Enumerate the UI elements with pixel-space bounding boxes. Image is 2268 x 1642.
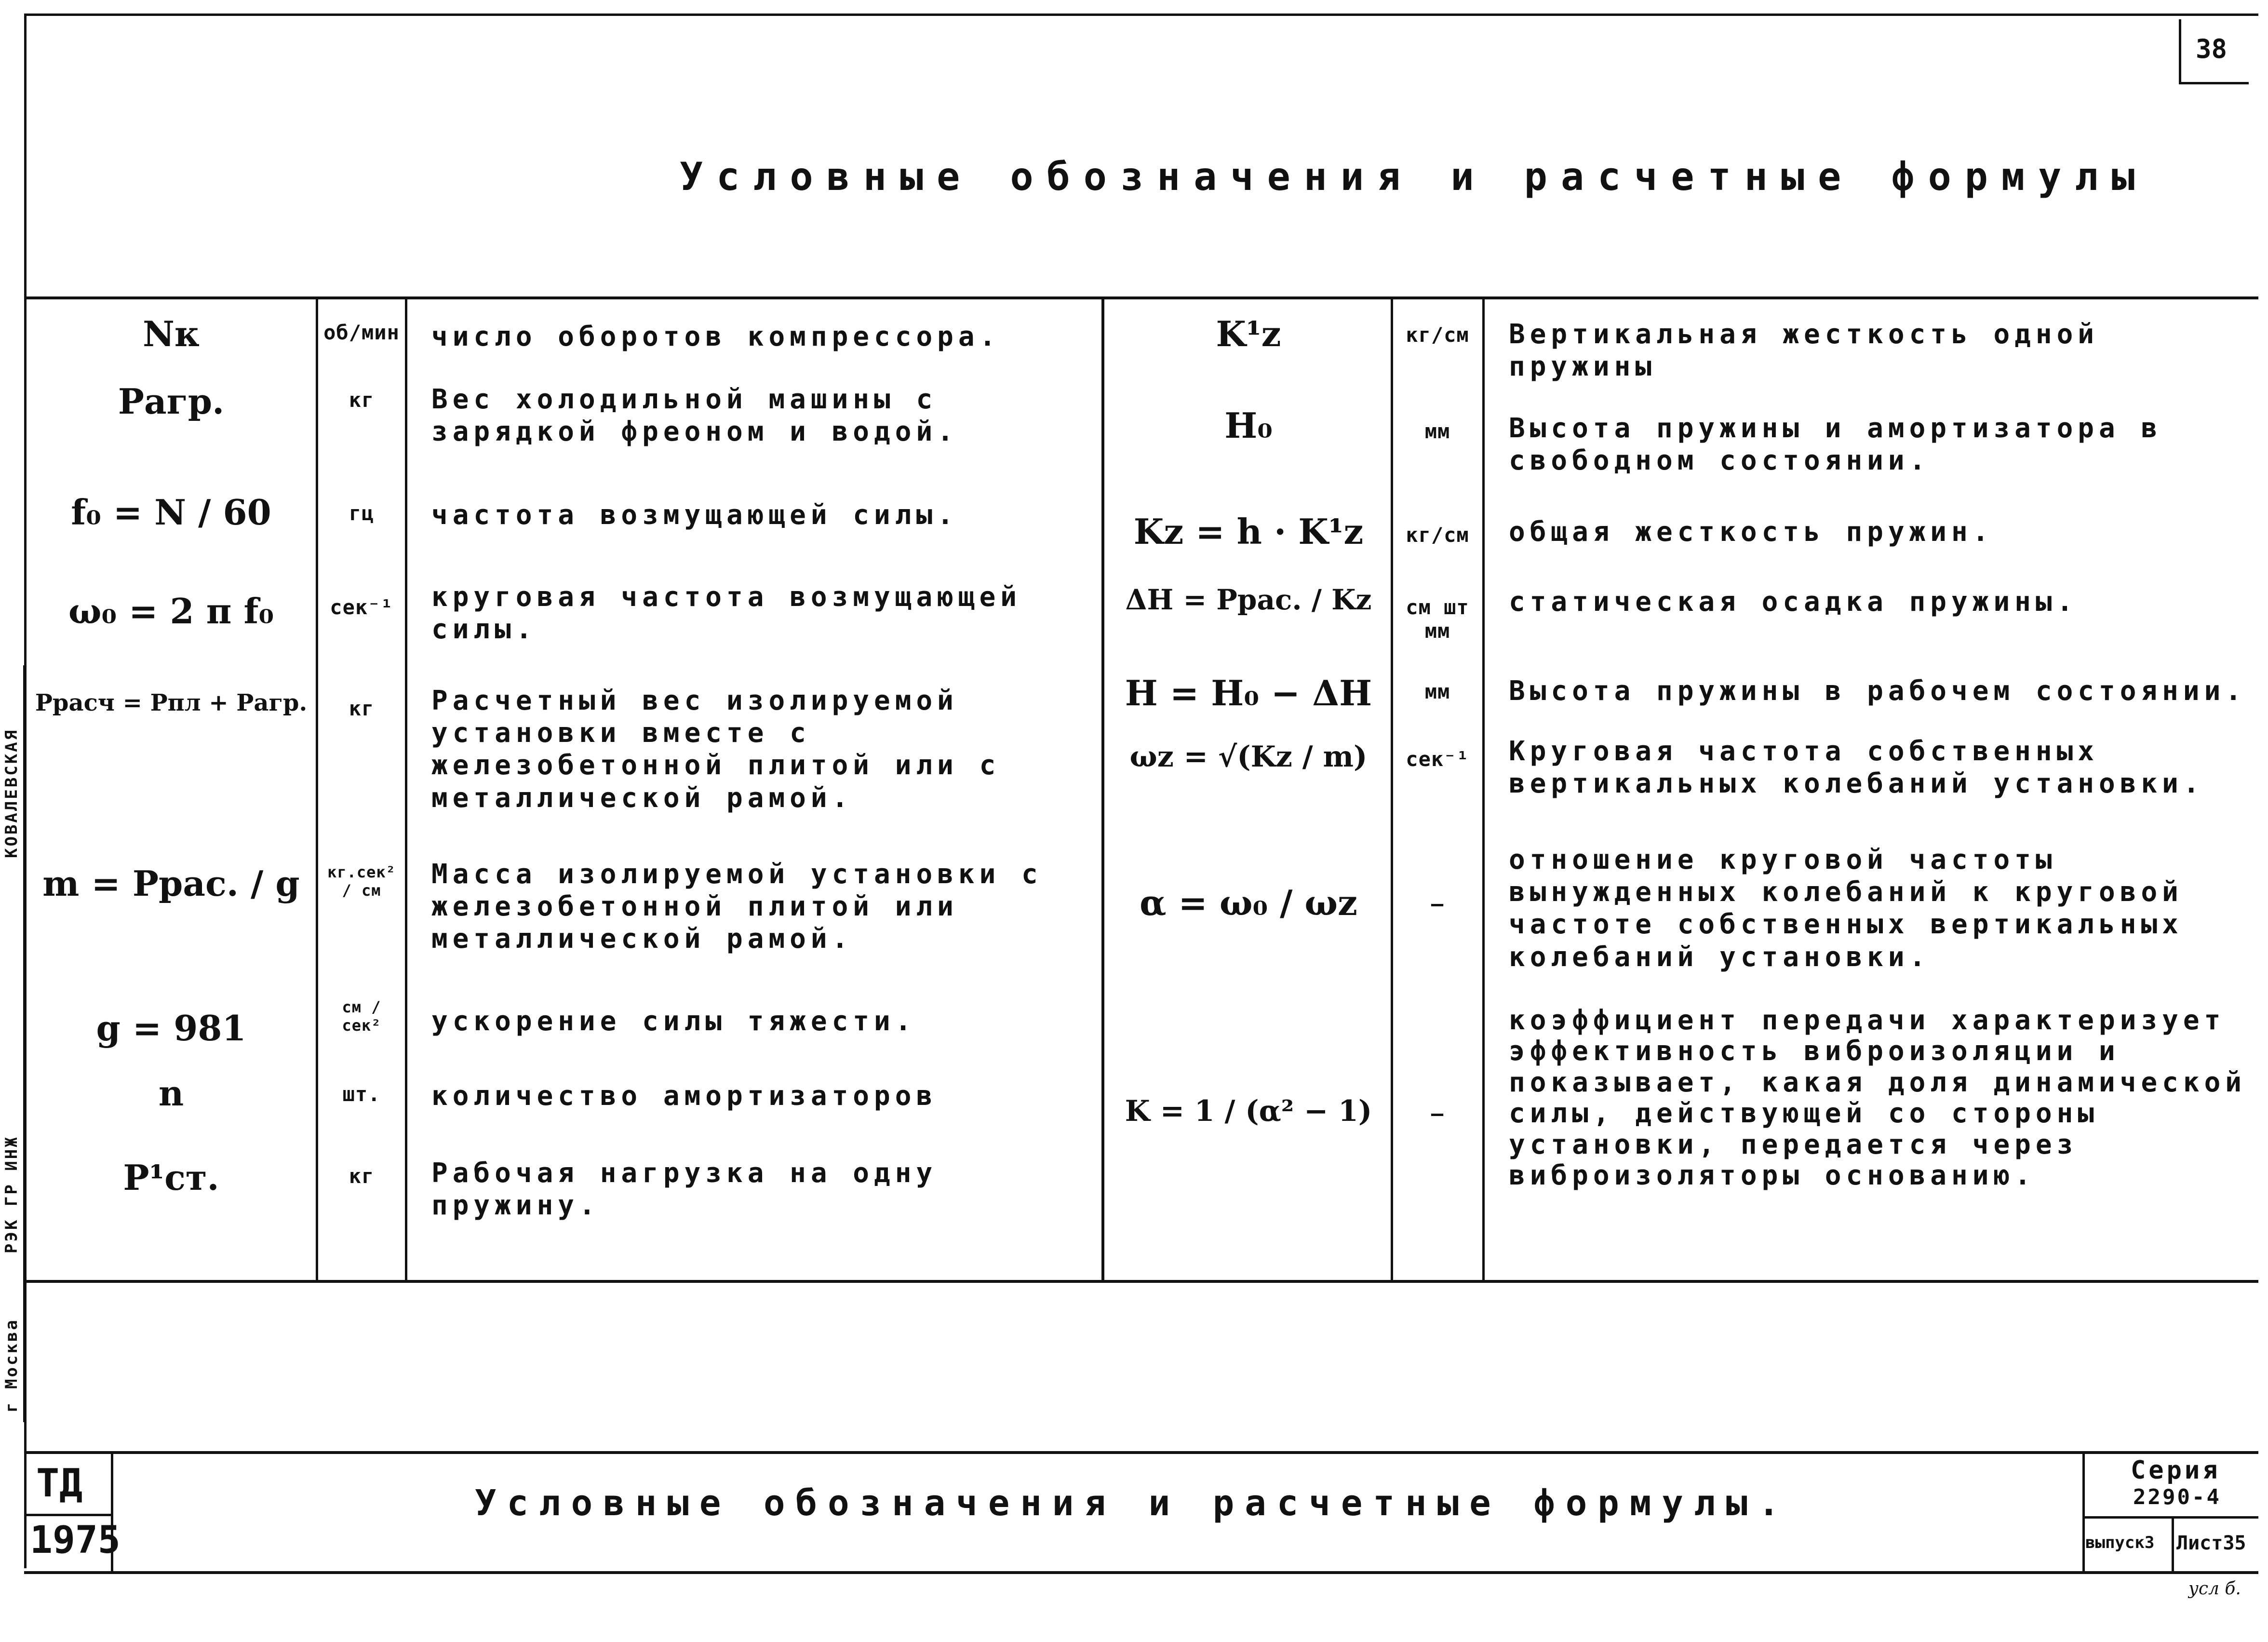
description-cell: круговая частота возмущающей силы. bbox=[431, 581, 1022, 646]
symbol-cell: ωz = √(Kz / m) bbox=[1129, 740, 1368, 774]
symbol-cell: n bbox=[158, 1073, 184, 1114]
symbol-cell: α = ω₀ / ωz bbox=[1140, 882, 1357, 923]
description-cell: частота возмущающей силы. bbox=[431, 499, 958, 531]
symbol-cell: K = 1 / (α² − 1) bbox=[1125, 1094, 1372, 1128]
symbol-cell: g = 981 bbox=[96, 1008, 246, 1049]
col-divider-2 bbox=[405, 296, 407, 1282]
title-block-divider-right bbox=[2082, 1451, 2085, 1571]
unit-cell: сек⁻¹ bbox=[1406, 747, 1469, 771]
description-cell: общая жесткость пружин. bbox=[1509, 516, 1994, 548]
doc-code: ТД bbox=[36, 1461, 83, 1506]
series-value: 2290-4 bbox=[2133, 1485, 2221, 1509]
col-divider-5 bbox=[1482, 296, 1485, 1282]
handwritten-note: усл б. bbox=[2188, 1579, 2241, 1599]
unit-cell: сек⁻¹ bbox=[330, 595, 393, 619]
unit-cell: см шт мм bbox=[1406, 595, 1469, 643]
symbol-cell: Pагр. bbox=[118, 381, 225, 422]
unit-cell: шт. bbox=[342, 1082, 381, 1106]
frame-top-border bbox=[24, 13, 2258, 16]
description-cell: Высота пружины и амортизатора в свободном состоянии. bbox=[1509, 413, 2162, 477]
description-cell: число оборотов компрессора. bbox=[431, 321, 1001, 352]
symbol-cell: m = Pрас. / g bbox=[42, 863, 300, 904]
symbol-cell: Kz = h · K¹z bbox=[1133, 511, 1364, 552]
unit-cell: об/мин bbox=[323, 321, 400, 344]
description-cell: количество амортизаторов bbox=[431, 1080, 938, 1112]
sheet-label: Лист35 bbox=[2176, 1532, 2246, 1554]
description-cell: ускорение силы тяжести. bbox=[431, 1006, 916, 1037]
unit-cell: — bbox=[1431, 1102, 1444, 1125]
unit-cell: мм bbox=[1424, 419, 1450, 443]
description-cell: Вертикальная жесткость одной пружины bbox=[1509, 319, 2099, 383]
symbol-cell: Pрасч = Pпл + Pагр. bbox=[35, 689, 308, 716]
description-cell: Рабочая нагрузка на одну пружину. bbox=[431, 1157, 938, 1222]
description-cell: статическая осадка пружины. bbox=[1509, 586, 2078, 618]
title-block-series-divider bbox=[2082, 1516, 2258, 1519]
description-cell: отношение круговой частоты вынужденных колебаний к круговой частоте собственных вертикальных колебаний установки. bbox=[1509, 844, 2183, 973]
col-divider-3 bbox=[1101, 296, 1104, 1282]
symbol-cell: K¹z bbox=[1216, 313, 1281, 354]
unit-cell: гц bbox=[349, 501, 375, 525]
table-top-line bbox=[24, 296, 2258, 299]
description-cell: Масса изолируемой установки с железобетонной плитой или металлической рамой. bbox=[431, 859, 1043, 955]
margin-city: г Москва bbox=[2, 1318, 21, 1413]
sheet-number: 38 bbox=[2196, 34, 2228, 64]
symbol-cell: ω₀ = 2 π f₀ bbox=[68, 591, 274, 632]
symbol-cell: H = H₀ − ΔH bbox=[1125, 673, 1372, 713]
unit-cell: кг bbox=[349, 388, 375, 412]
symbol-cell: ΔH = Pрас. / Kz bbox=[1125, 583, 1372, 616]
title-block-code-divider bbox=[24, 1514, 113, 1516]
unit-cell: см / сек² bbox=[342, 998, 381, 1035]
symbol-cell: f₀ = N / 60 bbox=[71, 492, 271, 533]
doc-year: 1975 bbox=[30, 1519, 121, 1562]
series-label: Серия bbox=[2131, 1456, 2221, 1485]
unit-cell: мм bbox=[1424, 680, 1450, 703]
symbol-cell: Nк bbox=[143, 313, 200, 354]
table-bottom-line bbox=[24, 1280, 2258, 1283]
description-cell: Высота пружины в рабочем состоянии. bbox=[1509, 675, 2247, 707]
description-cell: Расчетный вес изолируемой установки вместе с железобетонной плитой или с металлической рамой. bbox=[431, 685, 1001, 814]
unit-cell: — bbox=[1431, 892, 1444, 915]
description-cell: Вес холодильной машины с зарядкой фреоном и водой. bbox=[431, 384, 958, 448]
col-divider-4 bbox=[1391, 296, 1393, 1282]
description-cell: Круговая частота собственных вертикальных колебаний установки. bbox=[1509, 736, 2204, 800]
symbol-cell: H₀ bbox=[1224, 405, 1273, 446]
margin-dept: РЭК ГР ИНЖ bbox=[2, 1135, 21, 1253]
title-block-issue-divider bbox=[2172, 1516, 2174, 1571]
description-cell: коэффициент передачи характеризует эффективность виброизоляции и показывает, какая доля динамической силы, действующей со стороны установки, передается через виброизоляторы основанию. bbox=[1509, 1005, 2247, 1191]
unit-cell: кг.сек² / см bbox=[327, 863, 396, 900]
col-divider-1 bbox=[316, 296, 318, 1282]
title-block-title: Условные обозначения и расчетные формулы. bbox=[475, 1482, 1790, 1524]
unit-cell: кг/см bbox=[1406, 323, 1469, 347]
page-title: Условные обозначения и расчетные формулы bbox=[680, 154, 2148, 199]
symbol-cell: P¹ст. bbox=[123, 1157, 219, 1198]
unit-cell: кг bbox=[349, 697, 375, 720]
unit-cell: кг bbox=[349, 1164, 375, 1188]
margin-surname: КОВАЛЕВСКАЯ bbox=[2, 728, 21, 858]
unit-cell: кг/см bbox=[1406, 523, 1469, 547]
issue-number: выпуск3 bbox=[2085, 1533, 2155, 1552]
